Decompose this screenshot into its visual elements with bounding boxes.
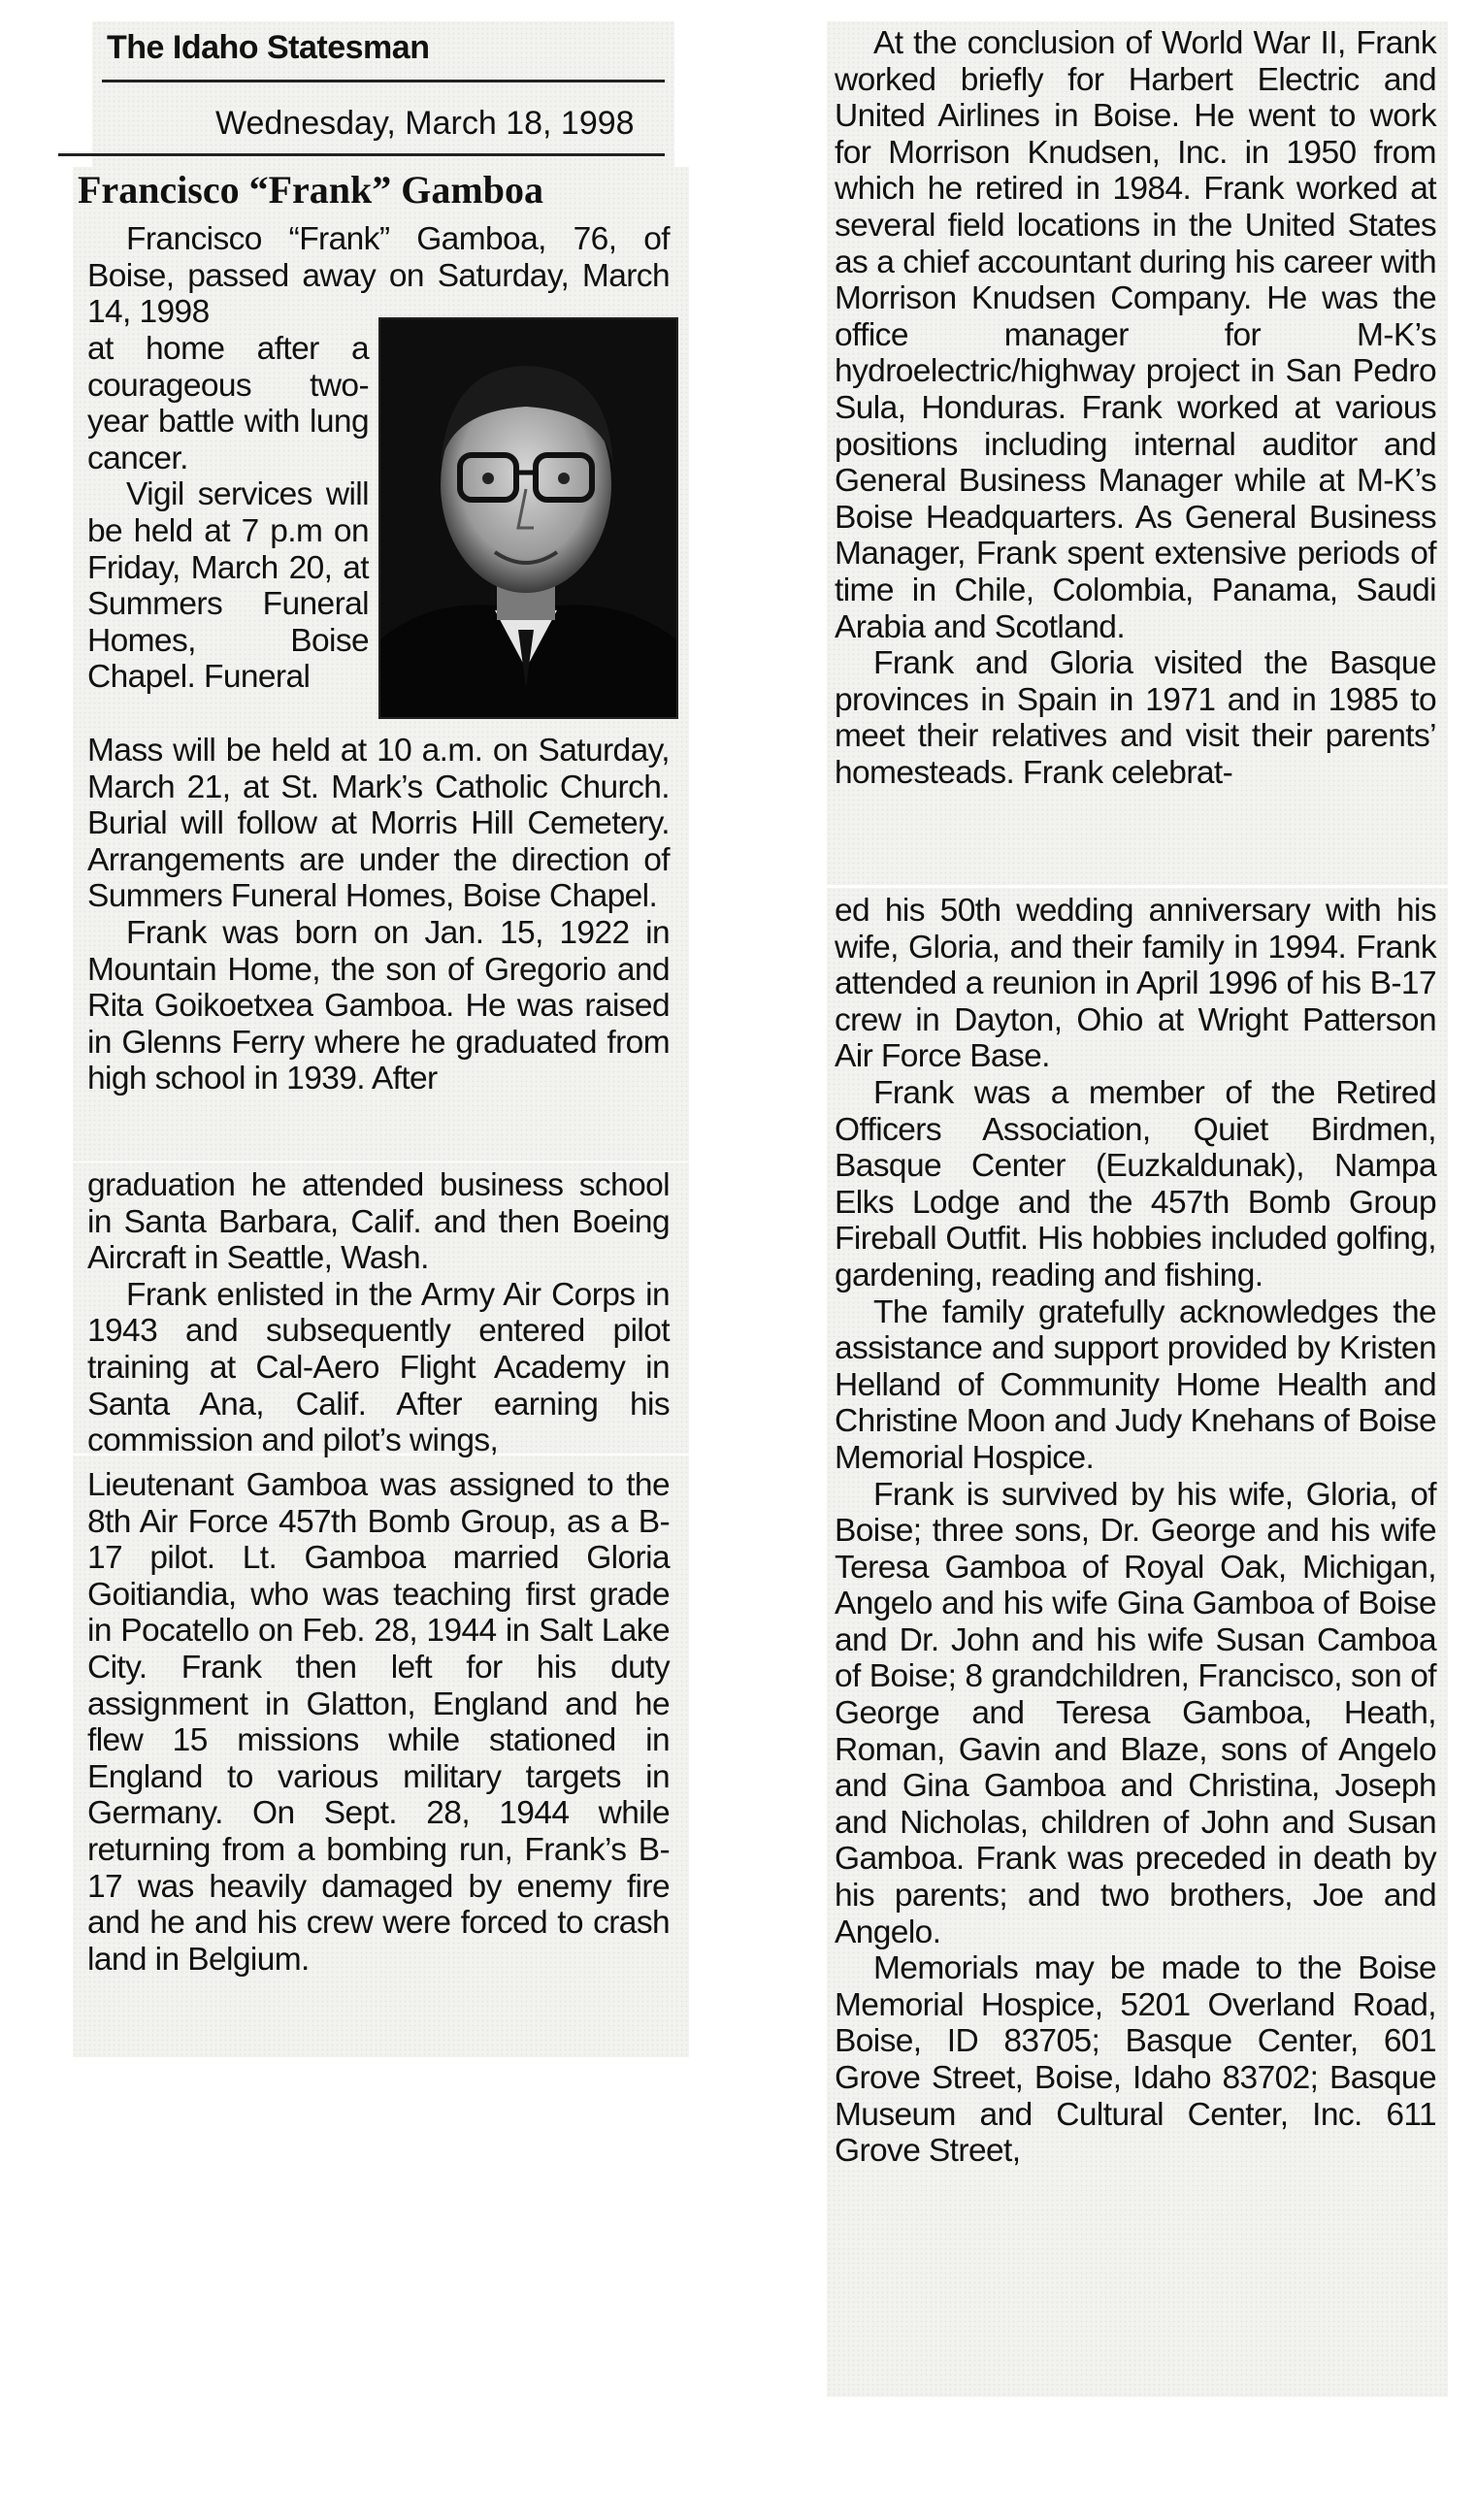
paragraph-education: graduation he attended business school in Santa Barbara, Calif. and then Boeing Aircraft in Seattle, Wash. [87, 1167, 670, 1277]
left-column-beside-photo [87, 331, 369, 696]
publication-name: The Idaho Statesman [107, 29, 430, 66]
left-column-below-photo [87, 733, 670, 1097]
left-column-top [87, 221, 670, 331]
paragraph-survivors: Frank is survived by his wife, Gloria, of Boise; three sons, Dr. George and his wife Teresa Gamboa of Royal Oak, Michigan, Angelo and his wife Gina Gamboa of Boise and Dr. John and his wife Susan Camboa of Boise; 8 grandchildren, Francisco, son of George and Teresa Gamboa, Heath, Roman, Gavin and Blaze, sons of Angelo and Gina Gamboa and Christina, Joseph and Nicholas, children of John and Susan Gamboa. Frank was preceded in death by his parents; and two brothers, Joe and Angelo. [835, 1476, 1436, 1950]
paragraph-memberships: Frank was a member of the Retired Officers Association, Quiet Birdmen, Basque Center (Euzkaldunak), Nampa Elks Lodge and the 457th Bomb Group Fireball Outfit. His hobbies included golfing, gardening, reading and fishing. [835, 1074, 1436, 1293]
date-rule [58, 153, 665, 156]
publication-date: Wednesday, March 18, 1998 [215, 105, 635, 142]
right-column-segment-1 [835, 25, 1436, 791]
paragraph-intro-continued: at home after a courageous two-year battle with lung cancer. [87, 331, 369, 476]
paragraph-career: At the conclusion of World War II, Frank worked briefly for Harbert Electric and United Airlines in Boise. He went to work for Morrison Knudsen, Inc. in 1950 from which he retired in 1984. Frank worked at several field locations in the United States as a chief accountant during his career with Morrison Knudsen Company. He was the office manager for M-K’s hydroelectric/highway project in San Pedro Sula, Honduras. Frank worked at various positions including internal auditor and General Business Manager while at M-K’s Boise Headquarters. As General Business Manager, Frank spent extensive periods of time in Chile, Colombia, Panama, Saudi Arabia and Scotland. [835, 25, 1436, 645]
masthead-rule [102, 80, 665, 82]
obituary-headline: Francisco “Frank” Gamboa [78, 168, 543, 212]
right-column-segment-2 [835, 893, 1436, 2170]
left-column-segment-3 [87, 1467, 670, 1978]
paragraph-travels: Frank and Gloria visited the Basque provinces in Spain in 1971 and in 1985 to meet their relatives and visit their parents’ homesteads. Frank celebrat- [835, 645, 1436, 791]
paragraph-war-service: Lieutenant Gamboa was assigned to the 8th Air Force 457th Bomb Group, as a B-17 pilot. Lt. Gamboa married Gloria Goitiandia, who was teaching first grade in Pocatello on Feb. 28, 1944 in Salt Lake City. Frank then left for his duty assignment in Glatton, England and he flew 15 missions while stationed in England to various military targets in Germany. On Sept. 28, 1944 while returning from a bombing run, Frank’s B-17 was heavily damaged by enemy fire and he and his crew were forced to crash land in Belgium. [87, 1467, 670, 1978]
paragraph-acknowledgements: The family gratefully acknowledges the assistance and support provided by Kristen Helland of Community Home Health and Christine Moon and Judy Knehans of Boise Memorial Hospice. [835, 1293, 1436, 1476]
left-column-segment-2 [87, 1167, 670, 1459]
paragraph-memorials: Memorials may be made to the Boise Memorial Hospice, 5201 Overland Road, Boise, ID 83705; Basque Center, 601 Grove Street, Boise, Idaho 83702; Basque Museum and Cultural Center, Inc. 611 Grove Street, [835, 1950, 1436, 2170]
paragraph-services-continued: Mass will be held at 10 a.m. on Saturday, March 21, at St. Mark’s Catholic Church. Burial will follow at Morris Hill Cemetery. Arrangements are under the direction of Summers Funeral Homes, Boise Chapel. [87, 733, 670, 915]
paragraph-birth: Frank was born on Jan. 15, 1922 in Mountain Home, the son of Gregorio and Rita Goikoetxea Gamboa. He was raised in Glenns Ferry where he graduated from high school in 1939. After [87, 914, 670, 1097]
paragraph-intro: Francisco “Frank” Gamboa, 76, of Boise, passed away on Saturday, March 14, 1998 [87, 221, 670, 331]
paragraph-services: Vigil services will be held at 7 p.m on Friday, March 20, at Summers Funeral Homes, Boise Chapel. Funeral [87, 476, 369, 696]
obituary-photo [378, 317, 678, 719]
paragraph-anniversary: ed his 50th wedding anniversary with his wife, Gloria, and their family in 1994. Frank attended a reunion in April 1996 of his B-17 crew in Dayton, Ohio at Wright Patterson Air Force Base. [835, 893, 1436, 1075]
portrait-photo-icon [380, 319, 676, 717]
paragraph-military: Frank enlisted in the Army Air Corps in 1943 and subsequently entered pilot training at Cal-Aero Flight Academy in Santa Ana, Calif. After earning his commission and pilot’s wings, [87, 1276, 670, 1459]
